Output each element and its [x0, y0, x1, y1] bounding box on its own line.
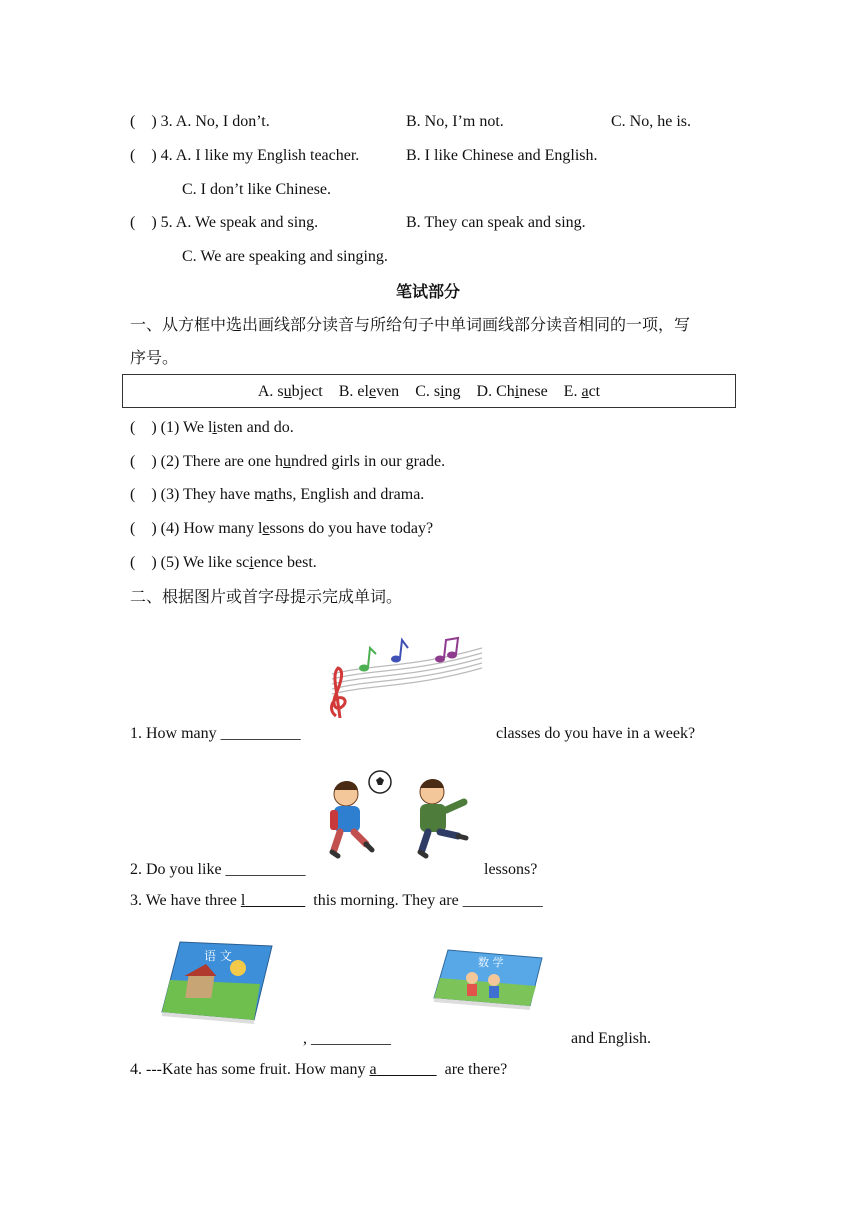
- music-notes-image: [322, 634, 488, 720]
- option-d: D. Chinese: [476, 383, 548, 400]
- section1-instruction-line1: 一、从方框中选出画线部分读音与所给句子中单词画线部分读音相同的一项，写: [130, 315, 691, 334]
- written-section-title: 笔试部分: [396, 282, 461, 301]
- listening-item-5-b: B. They can speak and sing.: [406, 214, 586, 231]
- options-box: [122, 374, 736, 408]
- listening-item-4: ( ) 4. A. I like my English teacher.: [130, 147, 360, 164]
- listening-item-3-b: B. No, I’m not.: [406, 113, 504, 130]
- options-list: [123, 382, 735, 402]
- section2-question-2-right: lessons?: [484, 861, 538, 878]
- listening-item-3: ( ) 3. A. No, I don’t.: [130, 113, 270, 130]
- section2-question-4: 4. ---Kate has some fruit. How many a are there?: [130, 1061, 508, 1078]
- svg-text:语 文: 语 文: [204, 949, 232, 963]
- chinese-book-image: [160, 936, 274, 1024]
- section1-question-3: ( ) (3) They have maths, English and drama.: [130, 486, 425, 503]
- section1-question-1: ( ) (1) We listen and do.: [130, 419, 294, 436]
- section2-instruction: 二、根据图片或首字母提示完成单词。: [130, 587, 403, 606]
- section2-question-2-left: 2. Do you like __________: [130, 861, 306, 878]
- section2-question-3-line2-left: , __________: [303, 1030, 391, 1047]
- option-c: C. sing: [415, 383, 461, 400]
- section1-question-2: ( ) (2) There are one hundred girls in our grade.: [130, 453, 446, 470]
- option-e: E. act: [563, 383, 601, 400]
- section1-question-5: ( ) (5) We like science best.: [130, 554, 317, 571]
- listening-item-4-c: C. I don’t like Chinese.: [182, 181, 332, 198]
- math-book-image: [432, 948, 544, 1012]
- section2-question-3: 3. We have three l this morning. They are __________: [130, 892, 543, 909]
- listening-item-5: ( ) 5. A. We speak and sing.: [130, 214, 319, 231]
- children-football-image: [322, 766, 486, 870]
- listening-item-3-c: C. No, he is.: [611, 113, 691, 130]
- section1-instruction-line2: 序号。: [130, 348, 179, 367]
- listening-item-4-b: B. I like Chinese and English.: [406, 147, 598, 164]
- section2-question-3-line2-right: and English.: [571, 1030, 651, 1047]
- option-b: B. eleven: [338, 383, 400, 400]
- section2-question-1-left: 1. How many __________: [130, 725, 301, 742]
- svg-text:数 学: 数 学: [478, 956, 504, 969]
- listening-item-5-c: C. We are speaking and singing.: [182, 248, 388, 265]
- section1-question-4: ( ) (4) How many lessons do you have today?: [130, 520, 434, 537]
- option-a: A. subject: [257, 383, 323, 400]
- section2-question-1-right: classes do you have in a week?: [496, 725, 696, 742]
